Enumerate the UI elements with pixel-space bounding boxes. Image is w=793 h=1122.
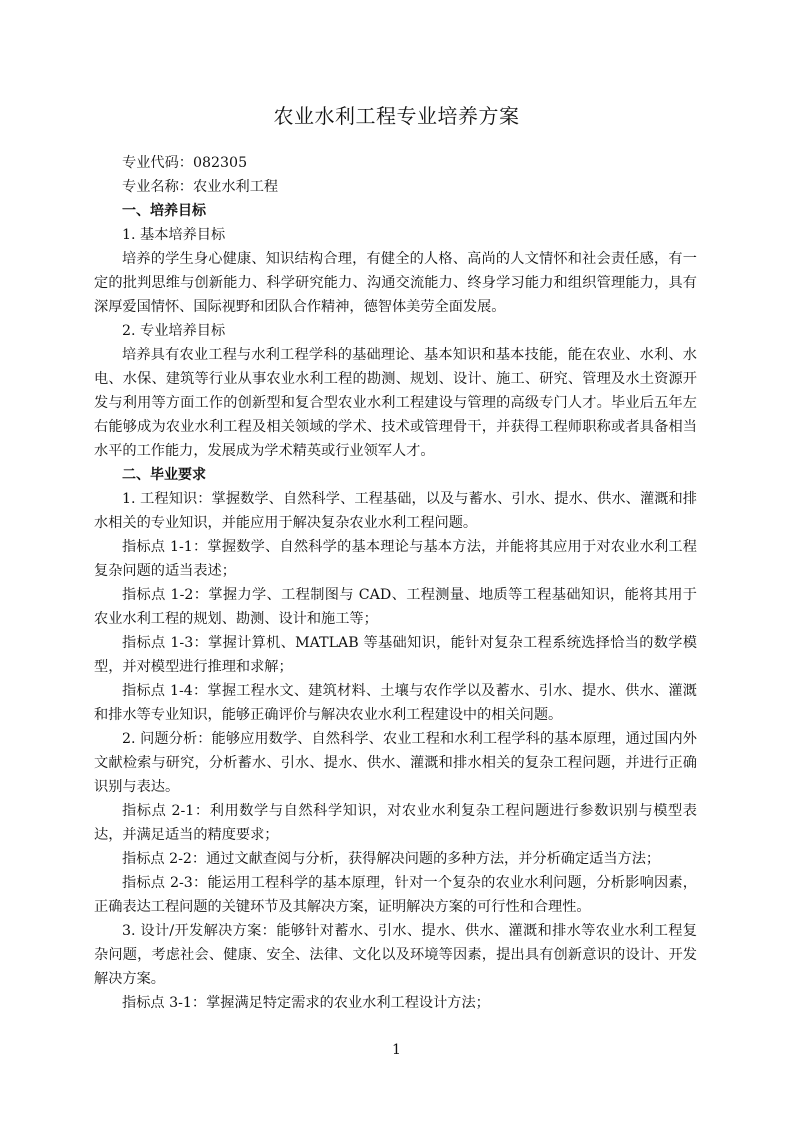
subheading-professional-goals: 2. 专业培养目标 xyxy=(122,323,226,339)
indicator-2-2: 指标点 2-2：通过文献查阅与分析，获得解决问题的多种方法，并分析确定适当方法； xyxy=(122,851,661,867)
indicator-1-2: 指标点 1-2：掌握力学、工程制图与 CAD、工程测量、地质等工程基础知识，能将其用于农业水利工程的规划、勘测、设计和施工等； xyxy=(94,587,697,627)
subheading-basic-goals: 1. 基本培养目标 xyxy=(122,227,226,243)
paragraph-basic-goals: 培养的学生身心健康、知识结构合理，有健全的人格、高尚的人文情怀和社会责任感，有一定的批判思维与创新能力、科学研究能力、沟通交流能力、终身学习能力和组织管理能力，具有深厚爱国情怀、国际视野和团队合作精神，德智体美劳全面发展。 xyxy=(94,251,697,315)
document-title: 农业水利工程专业培养方案 xyxy=(273,104,520,128)
requirement-1-engineering-knowledge: 1. 工程知识：掌握数学、自然科学、工程基础，以及与蓄水、引水、提水、供水、灌溉和排水相关的专业知识，并能应用于解决复杂农业水利工程问题。 xyxy=(94,491,697,531)
indicator-3-1: 指标点 3-1：掌握满足特定需求的农业水利工程设计方法； xyxy=(122,995,490,1011)
document-body xyxy=(94,151,697,1015)
indicator-2-3: 指标点 2-3：能运用工程科学的基本原理，针对一个复杂的农业水利问题，分析影响因素，正确表达工程问题的关键环节及其解决方案，证明解决方案的可行性和合理性。 xyxy=(94,875,697,915)
section-heading-graduation-requirements: 二、毕业要求 xyxy=(122,467,206,483)
indicator-1-3: 指标点 1-3：掌握计算机、MATLAB 等基础知识，能针对复杂工程系统选择恰当的数学模型，并对模型进行推理和求解； xyxy=(94,635,697,675)
requirement-3-design-solutions: 3. 设计/开发解决方案：能够针对蓄水、引水、提水、供水、灌溉和排水等农业水利工程复杂问题，考虑社会、健康、安全、法律、文化以及环境等因素，提出具有创新意识的设计、开发解决方案。 xyxy=(94,923,697,987)
indicator-2-1: 指标点 2-1：利用数学与自然科学知识，对农业水利复杂工程问题进行参数识别与模型表达，并满足适当的精度要求； xyxy=(94,803,697,843)
indicator-1-4: 指标点 1-4：掌握工程水文、建筑材料、土壤与农作学以及蓄水、引水、提水、供水、灌溉和排水等专业知识，能够正确评价与解决农业水利工程建设中的相关问题。 xyxy=(94,683,697,723)
requirement-2-problem-analysis: 2. 问题分析：能够应用数学、自然科学、农业工程和水利工程学科的基本原理，通过国内外文献检索与研究，分析蓄水、引水、提水、供水、灌溉和排水相关的复杂工程问题，并进行正确识别与表达。 xyxy=(94,731,697,795)
indicator-1-1: 指标点 1-1：掌握数学、自然科学的基本理论与基本方法，并能将其应用于对农业水利工程复杂问题的适当表述； xyxy=(94,539,697,579)
page-number: 1 xyxy=(392,1042,401,1058)
section-heading-training-goals: 一、培养目标 xyxy=(122,203,206,219)
paragraph-professional-goals: 培养具有农业工程与水利工程学科的基础理论、基本知识和基本技能，能在农业、水利、水电、水保、建筑等行业从事农业水利工程的勘测、规划、设计、施工、研究、管理及水土资源开发与利用等方面工作的创新型和复合型农业水利工程建设与管理的高级专门人才。毕业后五年左右能够成为农业水利工程及相关领域的学术、技术或管理骨干，并获得工程师职称或者具备相当水平的工作能力，发展成为学术精英或行业领军人才。 xyxy=(94,347,697,459)
major-name: 专业名称：农业水利工程 xyxy=(122,179,279,195)
major-code: 专业代码：082305 xyxy=(122,155,248,171)
